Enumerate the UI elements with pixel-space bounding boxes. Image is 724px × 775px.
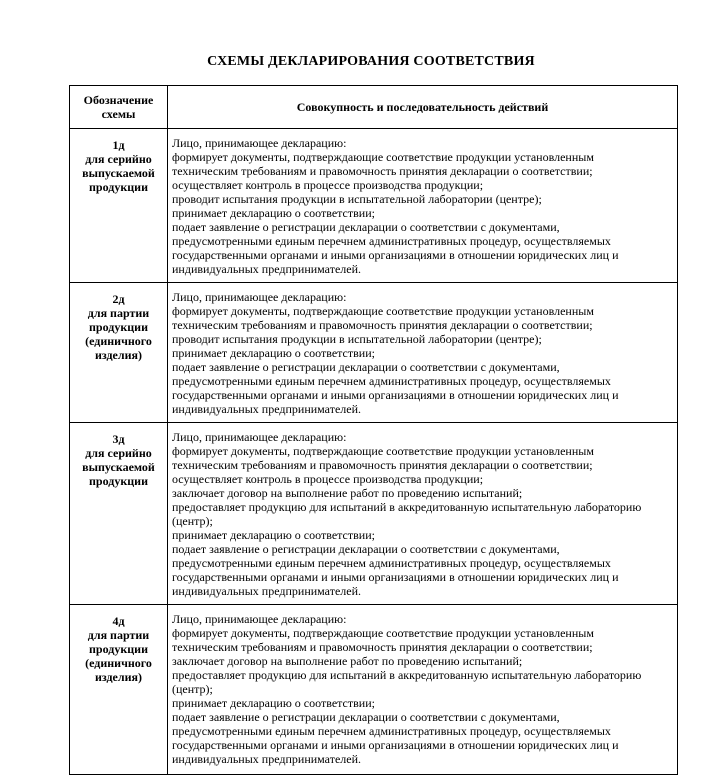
action-line: заключает договор на выполнение работ по проведению испытаний;: [172, 654, 523, 668]
action-line: индивидуальных предпринимателей.: [172, 402, 361, 416]
scheme-description-line: для партии: [87, 306, 150, 320]
action-line: формирует документы, подтверждающие соответствие продукции установленным: [172, 626, 594, 640]
action-line: проводит испытания продукции в испытательной лаборатории (центре);: [172, 332, 542, 346]
scheme-description-line: изделия): [94, 670, 143, 684]
table-header-row: [70, 86, 678, 129]
table-row: [70, 283, 678, 423]
action-line: государственными органами и иными организациями в отношении юридических лиц и: [172, 738, 619, 752]
action-line: техническим требованиям и правомочность принятия декларации о соответствии;: [172, 458, 593, 472]
scheme-description-line: (единичного: [85, 334, 152, 348]
action-line: Лицо, принимающее декларацию:: [172, 136, 347, 150]
header-scheme-line: схемы: [101, 107, 136, 121]
action-line: принимает декларацию о соответствии;: [172, 346, 375, 360]
scheme-description-line: продукции: [89, 180, 148, 194]
action-line: осуществляет контроль в процессе производства продукции;: [172, 178, 484, 192]
page-title: СХЕМЫ ДЕКЛАРИРОВАНИЯ СООТВЕТСТВИЯ: [207, 54, 535, 69]
actions-cell: [168, 605, 678, 775]
action-line: Лицо, принимающее декларацию:: [172, 430, 347, 444]
scheme-description-line: изделия): [94, 348, 143, 362]
action-line: формирует документы, подтверждающие соответствие продукции установленным: [172, 150, 594, 164]
action-line: техническим требованиям и правомочность принятия декларации о соответствии;: [172, 318, 593, 332]
scheme-description-line: для серийно: [85, 152, 152, 166]
action-line: (центр);: [172, 514, 213, 528]
action-line: (центр);: [172, 682, 213, 696]
actions-cell: [168, 283, 678, 423]
action-line: государственными органами и иными организациями в отношении юридических лиц и: [172, 570, 619, 584]
table-row: [70, 423, 678, 605]
action-line: формирует документы, подтверждающие соответствие продукции установленным: [172, 304, 594, 318]
action-line: заключает договор на выполнение работ по проведению испытаний;: [172, 486, 523, 500]
scheme-description-line: для серийно: [85, 446, 152, 460]
action-line: техническим требованиям и правомочность принятия декларации о соответствии;: [172, 164, 593, 178]
action-line: государственными органами и иными организациями в отношении юридических лиц и: [172, 248, 619, 262]
action-line: индивидуальных предпринимателей.: [172, 752, 361, 766]
scheme-description-line: выпускаемой: [82, 460, 155, 474]
action-line: Лицо, принимающее декларацию:: [172, 290, 347, 304]
action-line: индивидуальных предпринимателей.: [172, 584, 361, 598]
header-scheme-line: Обозначение: [83, 93, 154, 107]
scheme-cell: [70, 283, 168, 423]
action-line: предусмотренными единым перечнем административных процедур, осуществляемых: [172, 724, 611, 738]
action-line: предусмотренными единым перечнем административных процедур, осуществляемых: [172, 556, 611, 570]
table-row: [70, 129, 678, 283]
action-line: подает заявление о регистрации декларации о соответствии с документами,: [172, 542, 560, 556]
action-line: предусмотренными единым перечнем административных процедур, осуществляемых: [172, 374, 611, 388]
scheme-description-line: (единичного: [85, 656, 152, 670]
scheme-code: 3д: [112, 432, 125, 446]
schemes-table: [69, 85, 678, 775]
action-line: формирует документы, подтверждающие соответствие продукции установленным: [172, 444, 594, 458]
action-line: техническим требованиям и правомочность принятия декларации о соответствии;: [172, 640, 593, 654]
scheme-cell: [70, 605, 168, 775]
scheme-code: 2д: [112, 292, 125, 306]
action-line: подает заявление о регистрации декларации о соответствии с документами,: [172, 220, 560, 234]
action-line: индивидуальных предпринимателей.: [172, 262, 361, 276]
action-line: Лицо, принимающее декларацию:: [172, 612, 347, 626]
action-line: государственными органами и иными организациями в отношении юридических лиц и: [172, 388, 619, 402]
scheme-description-line: продукции: [89, 320, 148, 334]
scheme-description-line: для партии: [87, 628, 150, 642]
action-line: предусмотренными единым перечнем административных процедур, осуществляемых: [172, 234, 611, 248]
action-line: принимает декларацию о соответствии;: [172, 696, 375, 710]
header-actions: Совокупность и последовательность действий: [168, 86, 678, 129]
action-line: проводит испытания продукции в испытательной лаборатории (центре);: [172, 192, 542, 206]
action-line: осуществляет контроль в процессе производства продукции;: [172, 472, 484, 486]
scheme-description-line: продукции: [89, 474, 148, 488]
scheme-cell: [70, 423, 168, 605]
action-line: принимает декларацию о соответствии;: [172, 528, 375, 542]
header-scheme: [70, 86, 168, 129]
scheme-description-line: продукции: [89, 642, 148, 656]
action-line: подает заявление о регистрации декларации о соответствии с документами,: [172, 360, 560, 374]
scheme-code: 1д: [112, 138, 125, 152]
action-line: предоставляет продукцию для испытаний в аккредитованную испытательную лабораторию: [172, 668, 642, 682]
scheme-code: 4д: [112, 614, 125, 628]
table-row: [70, 605, 678, 775]
scheme-description-line: выпускаемой: [82, 166, 155, 180]
action-line: предоставляет продукцию для испытаний в аккредитованную испытательную лабораторию: [172, 500, 642, 514]
scheme-cell: [70, 129, 168, 283]
action-line: принимает декларацию о соответствии;: [172, 206, 375, 220]
action-line: подает заявление о регистрации декларации о соответствии с документами,: [172, 710, 560, 724]
actions-cell: [168, 129, 678, 283]
actions-cell: [168, 423, 678, 605]
